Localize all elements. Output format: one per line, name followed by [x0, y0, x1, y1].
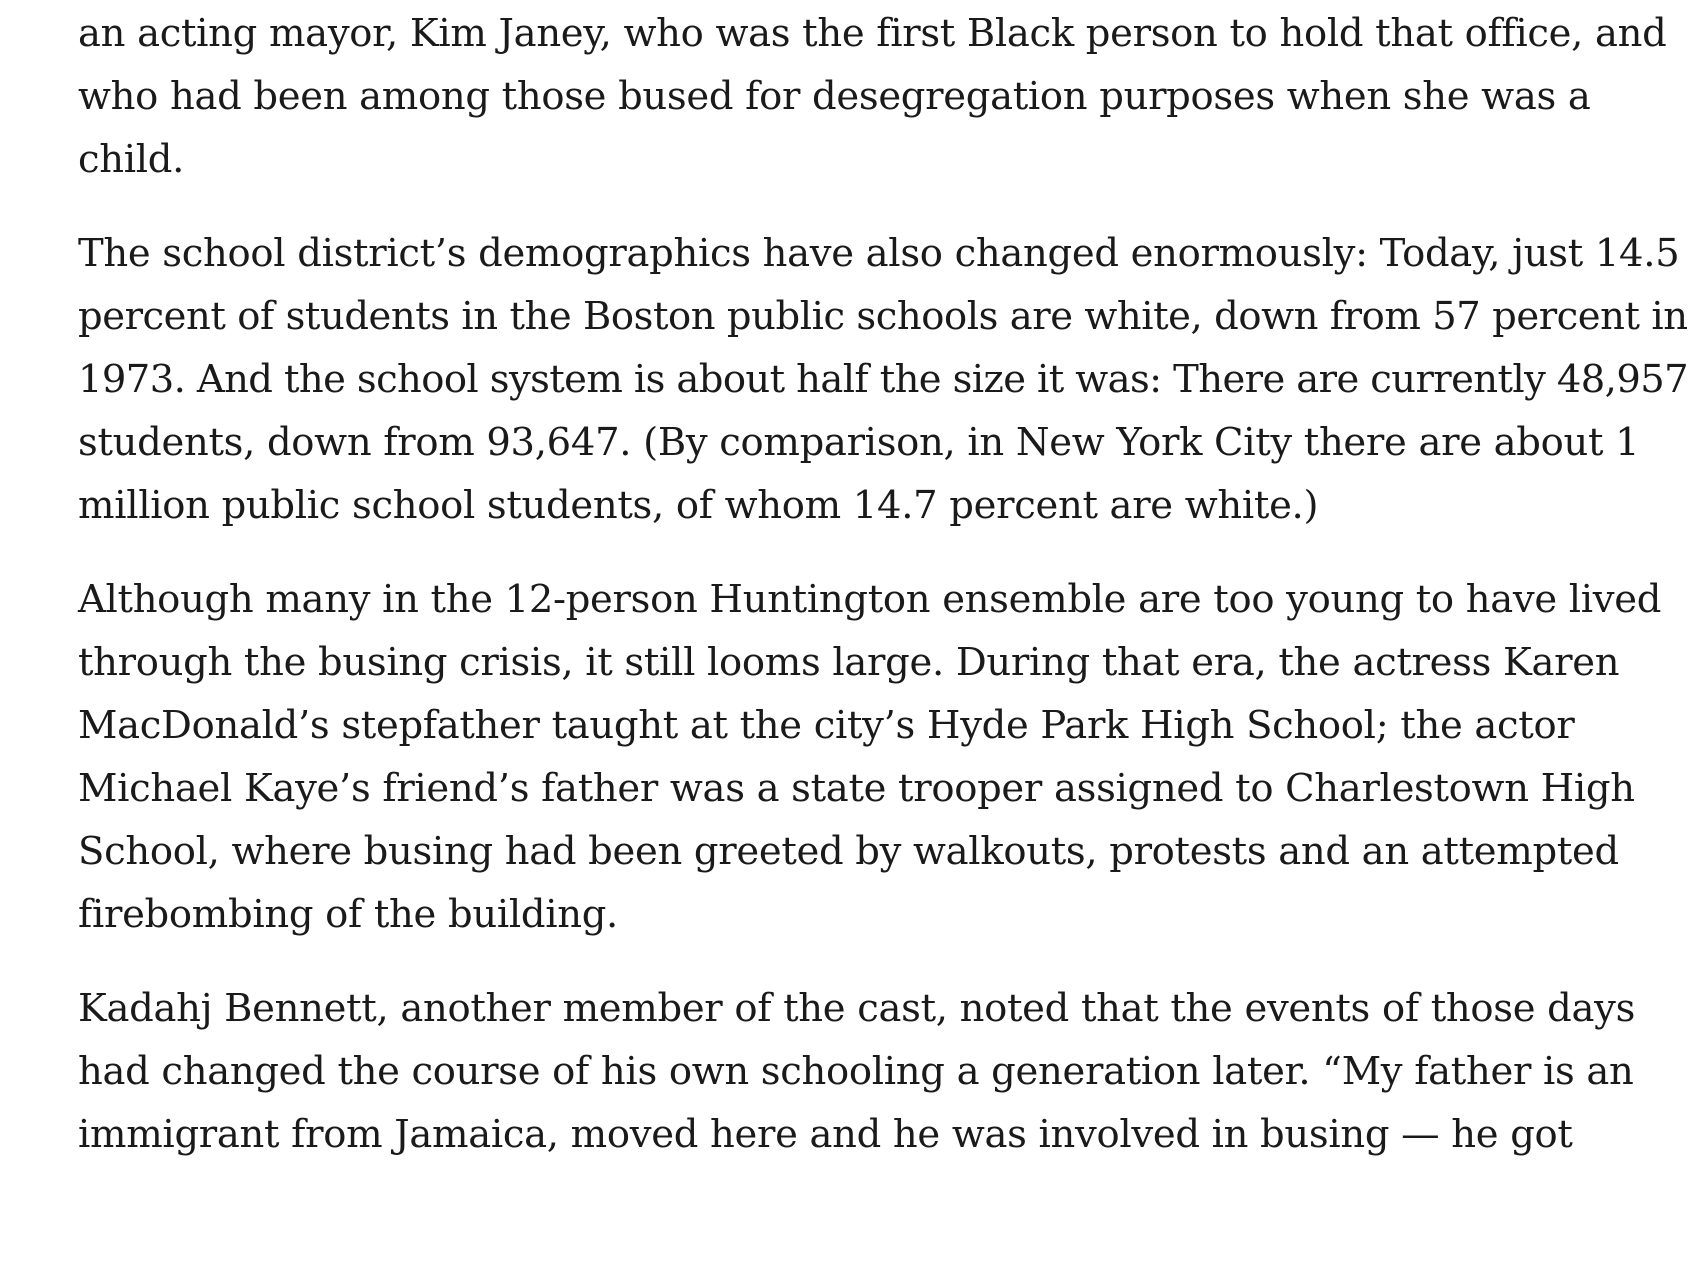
- text-line: million public school students, of whom 14.7 percent are white.): [78, 483, 1319, 528]
- text-line: percent of students in the Boston public schools are white, down from 57 percent in: [78, 294, 1688, 339]
- text-line: child.: [78, 137, 185, 182]
- text-line: Although many in the 12-person Huntington ensemble are too young to have lived: [78, 577, 1662, 622]
- text-line: students, down from 93,647. (By comparison, in New York City there are about 1: [78, 420, 1640, 465]
- text-line: MacDonald’s stepfather taught at the city’s Hyde Park High School; the actor: [78, 703, 1575, 748]
- paragraph-ensemble: [78, 568, 1688, 946]
- text-line: who had been among those bused for desegregation purposes when she was a: [78, 74, 1591, 119]
- text-line: 1973. And the school system is about half the size it was: There are currently 48,957: [78, 357, 1689, 402]
- text-line: through the busing crisis, it still looms large. During that era, the actress Karen: [78, 640, 1620, 685]
- text-line: Kadahj Bennett, another member of the cast, noted that the events of those days: [78, 986, 1636, 1031]
- text-line: School, where busing had been greeted by walkouts, protests and an attempted: [78, 829, 1619, 874]
- paragraph-demographics: [78, 222, 1688, 537]
- article-body: [78, 2, 1688, 1197]
- text-line: had changed the course of his own schooling a generation later. “My father is an: [78, 1049, 1634, 1094]
- text-line: The school district’s demographics have also changed enormously: Today, just 14.5: [78, 231, 1680, 276]
- text-line: immigrant from Jamaica, moved here and he was involved in busing — he got: [78, 1112, 1573, 1157]
- text-line: Michael Kaye’s friend’s father was a state trooper assigned to Charlestown High: [78, 766, 1635, 811]
- paragraph-bennett: [78, 977, 1688, 1166]
- text-line: firebombing of the building.: [78, 892, 618, 937]
- paragraph-mayor: [78, 2, 1688, 191]
- text-line: an acting mayor, Kim Janey, who was the first Black person to hold that office, and: [78, 11, 1667, 56]
